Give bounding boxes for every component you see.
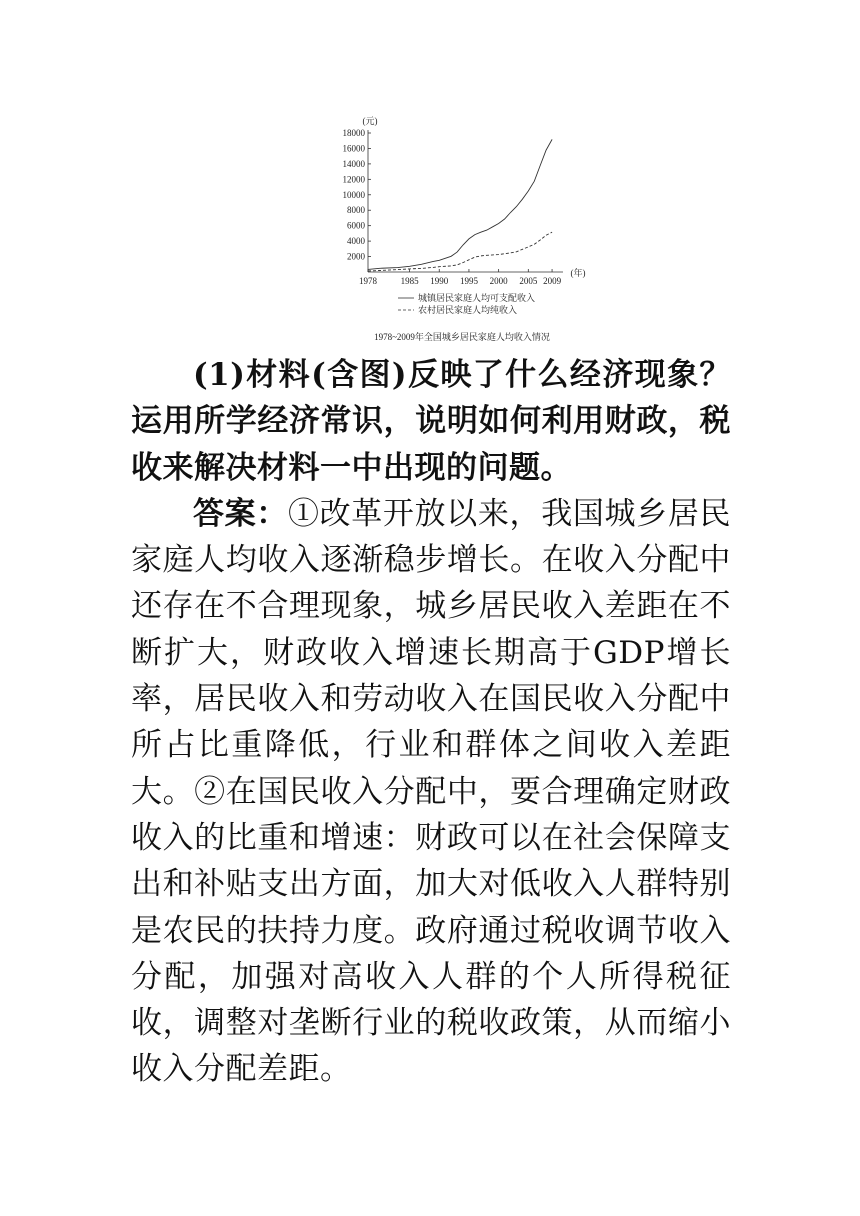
x-tick-label: 2000 [489, 276, 508, 286]
legend [398, 292, 535, 315]
y-tick-label: 10000 [342, 189, 365, 200]
y-tick-label: 12000 [342, 174, 365, 185]
answer-body: ①改革开放以来，我国城乡居民家庭人均收入逐渐稳步增长。在收入分配中还存在不合理现象，城乡居民收入差距在不断扩大，财政收入增速长期高于GDP增长率，居民收入和劳动收入在国民收入分配中所占比重降低，行业和群体之间收入差距大。②在国民收入分配中，要合理确定财政收入的比重和增速：财政可以在社会保障支出和补贴支出方面，加大对低收入人群特别是农民的扶持力度。政府通过税收调节收入分配，加强对高收入人群的个人所得税征收，调整对垄断行业的税收政策，从而缩小收入分配差距。 [131, 495, 731, 1088]
urban-income-series-line [368, 139, 552, 269]
y-tick-label: 14000 [342, 158, 365, 169]
y-tick-label: 6000 [347, 220, 365, 231]
legend-rural-label: 农村居民家庭人均纯收入 [418, 305, 518, 315]
chart-caption: 1978~2009年全国城乡居民家庭人均收入情况 [374, 332, 550, 342]
y-tick-label: 18000 [342, 128, 365, 138]
y-tick-label: 8000 [347, 205, 365, 216]
x-tick-label: 1990 [430, 276, 449, 286]
rural-income-series-line [368, 232, 552, 271]
x-tick-label: 1995 [459, 276, 478, 286]
y-axis-unit-label: (元) [362, 116, 378, 126]
y-tick-label: 2000 [347, 251, 365, 262]
answer-paragraph [131, 491, 731, 1093]
answer-label: 答案： [193, 495, 288, 532]
x-tick-label: 2005 [519, 276, 538, 286]
x-axis-unit-label: (年) [570, 268, 586, 278]
y-tick-label: 16000 [342, 143, 365, 154]
question-answer-block [131, 352, 731, 1093]
question-text: (1)材料(含图)反映了什么经济现象？运用所学经济常识，说明如何利用财政，税收来解决材料一中出现的问题。 [131, 357, 731, 486]
income-line-chart [330, 112, 590, 352]
x-tick-label: 1978 [359, 276, 377, 286]
y-tick-label: 4000 [347, 236, 365, 247]
legend-urban-label: 城镇居民家庭人均可支配收入 [418, 293, 536, 303]
x-tick-label: 2009 [543, 276, 562, 286]
x-tick-label: 1985 [400, 276, 419, 286]
